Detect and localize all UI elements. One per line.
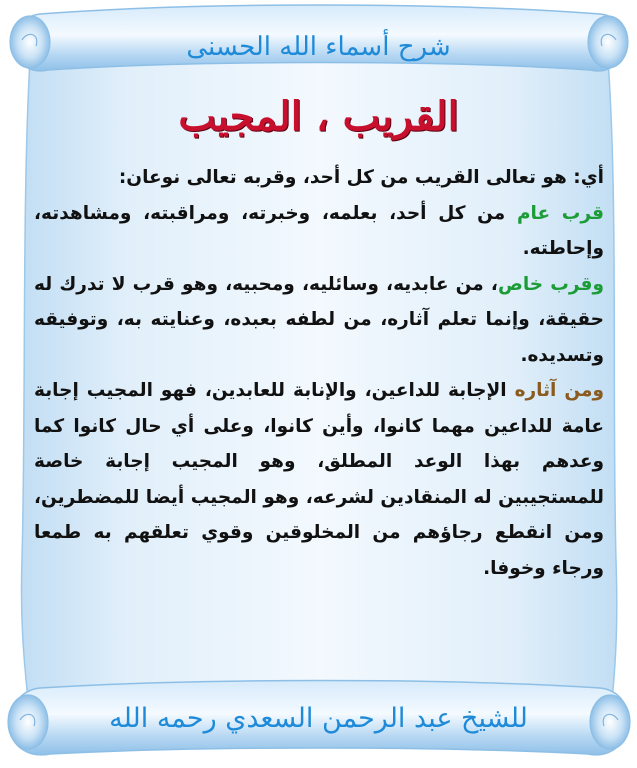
series-title: شرح أسماء الله الحسنى — [186, 32, 451, 62]
paragraph-effects — [34, 373, 604, 586]
general-nearness-text: من كل أحد، بعلمه، وخبرته، ومراقبته، ومشاهدته، وإحاطته. — [34, 202, 604, 259]
highlight-special-nearness: وقرب خاص — [497, 273, 604, 295]
special-nearness-text: ، من عابديه، وسائليه، ومحبيه، وهو قرب لا تدرك له حقيقة، وإنما تعلم آثاره، من لطفه بعبده، وعنايته به، وتوفيقه وتسديده. — [34, 273, 604, 366]
highlight-general-nearness: قرب عام — [516, 202, 604, 224]
main-title: القريب ، المجيب — [178, 93, 459, 140]
highlight-effects: ومن آثاره — [514, 380, 604, 401]
attribution: للشيخ عبد الرحمن السعدي رحمه الله — [109, 703, 528, 734]
explanation-text — [34, 160, 604, 586]
effects-text: الإجابة للداعين، والإنابة للعابدين، فهو المجيب إجابة عامة للداعين مهما كانوا، وأين كانوا، وعلى أي حال كانوا كما وعدهم بهذا الوعد المطلق، وهو المجيب إجابة خاصة للمستجيبين له المنقادين لشرعه، وهو المجيب أيضا للمضطرين، ومن انقطع رجاؤهم من المخلوقين وقوي تعلقهم به طمعا ورجاء وخوفا. — [34, 380, 604, 579]
paragraph-general-nearness — [34, 196, 604, 267]
paragraph-intro: أي: هو تعالى القريب من كل أحد، وقربه تعالى نوعان: — [118, 167, 604, 188]
paragraph-special-nearness — [34, 267, 604, 374]
